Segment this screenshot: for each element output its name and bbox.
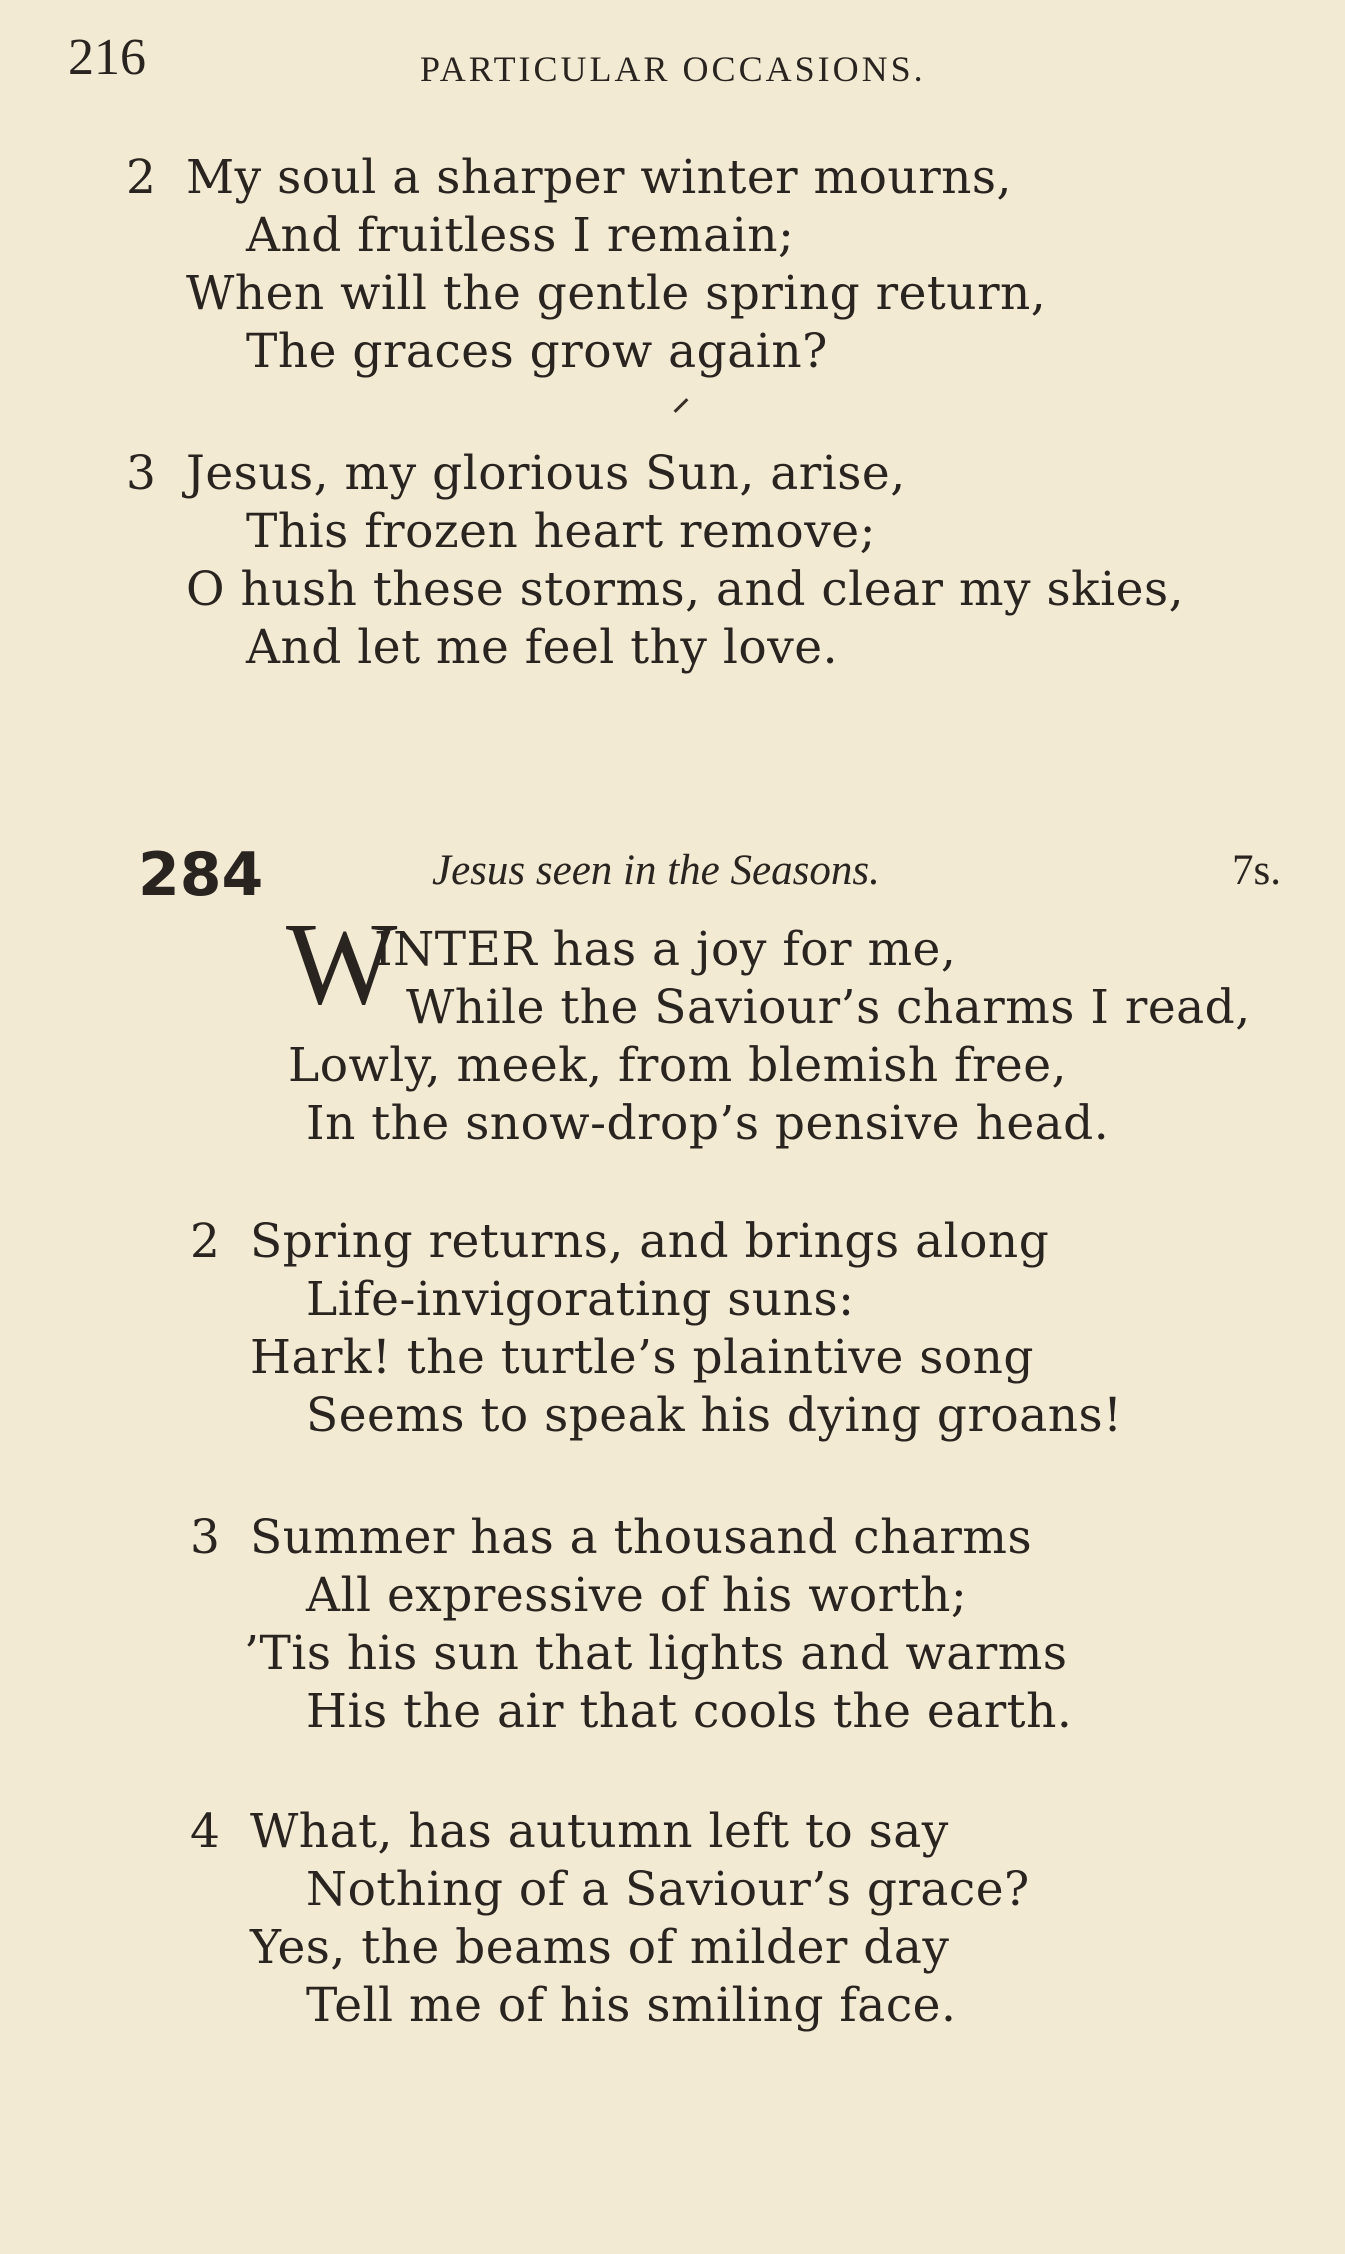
page-number: 216 [68,29,146,86]
verse-line: Spring returns, and brings along [250,1214,1050,1269]
verse-line: When will the gentle spring return, [186,266,1047,321]
hymn-meter: 7s. [1232,847,1281,894]
verse-line: Summer has a thousand charms [250,1510,1033,1565]
verse-line: Lowly, meek, from blemish free, [288,1038,1067,1093]
stanza-number: 3 [190,1510,220,1565]
verse-line: INTER has a joy for me, [374,922,957,977]
verse-line: This frozen heart remove; [246,504,876,559]
verse-line: ’Tis his sun that lights and warms [244,1626,1068,1681]
verse-line: What, has autumn left to say [250,1804,949,1859]
verse-line: My soul a sharper winter mourns, [186,150,1012,205]
verse-line: Nothing of a Saviour’s grace? [306,1862,1030,1917]
verse-line: Life-invigorating suns: [306,1272,855,1327]
verse-line: O hush these storms, and clear my skies, [186,562,1185,617]
stanza-number: 3 [126,446,156,501]
verse-line: Hark! the turtle’s plaintive song [250,1330,1034,1385]
hymn-number: 284 [138,840,264,910]
verse-line: While the Saviour’s charms I read, [406,980,1251,1035]
verse-line: The graces grow again? [246,324,828,379]
verse-line: His the air that cools the earth. [306,1684,1073,1739]
verse-line: In the snow-drop’s pensive head. [306,1096,1110,1151]
verse-line: Jesus, my glorious Sun, arise, [186,446,906,501]
stanza-number: 4 [190,1804,220,1859]
verse-line: Seems to speak his dying groans! [306,1388,1123,1443]
running-head: PARTICULAR OCCASIONS. [420,49,926,89]
stanza-number: 2 [190,1214,220,1269]
hymn-title: Jesus seen in the Seasons. [432,847,880,894]
verse-line: Tell me of his smiling face. [306,1978,957,2033]
verse-line: And fruitless I remain; [246,208,795,263]
verse-line: All expressive of his worth; [306,1568,968,1623]
verse-line: And let me feel thy love. [246,620,839,675]
printer-mark [674,398,689,413]
stanza-number: 2 [126,150,156,205]
drop-cap: W [286,898,398,1029]
verse-line: Yes, the beams of milder day [250,1920,950,1975]
